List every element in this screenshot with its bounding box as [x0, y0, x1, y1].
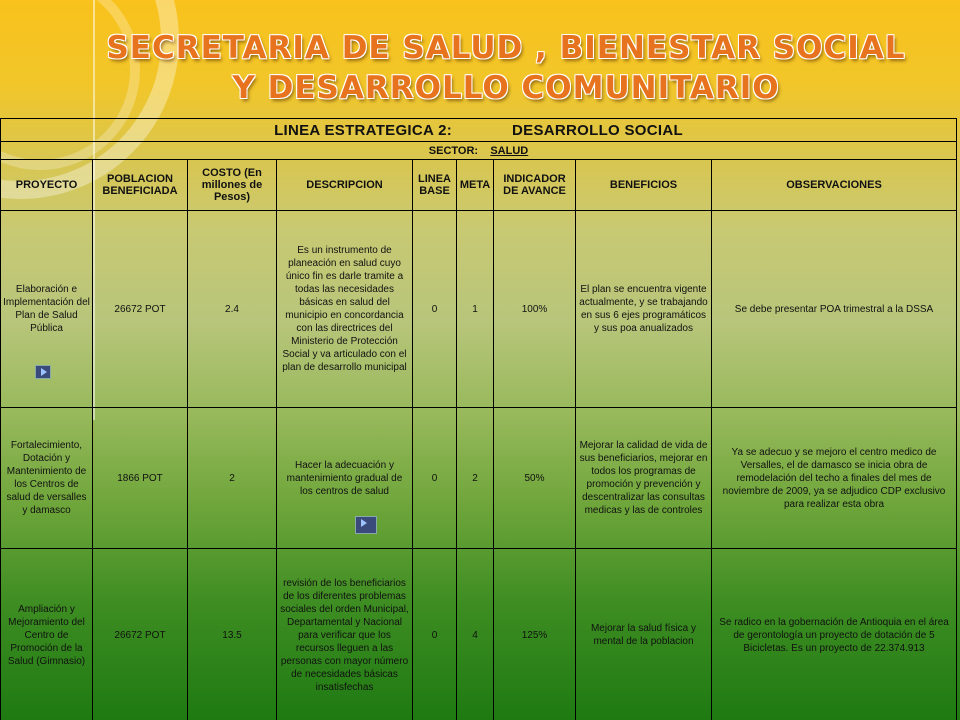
cell-indicador: 125% [494, 549, 576, 720]
cell-indicador: 50% [494, 408, 576, 549]
cell-meta: 1 [457, 211, 494, 408]
header-descripcion: DESCRIPCION [277, 160, 413, 211]
cell-beneficios: Mejorar la calidad de vida de sus beneficiarios, mejorar en todos los programas de promoción y prevención y descentralizar las consultas medicas y las de controles [576, 408, 712, 549]
cell-linea-base: 0 [413, 549, 457, 720]
cell-costo: 2.4 [188, 211, 277, 408]
strategic-line-row [1, 119, 957, 142]
header-indicador: INDICADOR DE AVANCE [494, 160, 576, 211]
header-observaciones: OBSERVACIONES [712, 160, 957, 211]
header-row [1, 160, 957, 211]
cell-descripcion: revisión de los beneficiarios de los diferentes problemas sociales del orden Municipal, Departamental y Nacional para verificar que los recursos lleguen a las personas con mayor número de necesidades básicas insatisfechas [277, 549, 413, 720]
header-linea-base: LINEA BASE [413, 160, 457, 211]
cell-observaciones: Ya se adecuo y se mejoro el centro medico de Versalles, el de damasco se inicia obra de remodelación del techo a finales del mes de noviembre de 2009, ya se adjudico CDP exclusivo para realizar esta obra [712, 408, 957, 549]
header-beneficios: BENEFICIOS [576, 160, 712, 211]
header-costo: COSTO (En millones de Pesos) [188, 160, 277, 211]
table-row [1, 408, 957, 549]
cell-descripcion: Es un instrumento de planeación en salud cuyo único fin es darle tramite a todas las necesidades básicas en salud del municipio en concordancia con las directrices del Ministerio de Protección Social y va articulado con el plan de desarrollo municipal [277, 211, 413, 408]
cell-observaciones: Se radico en la gobernación de Antioquia en el área de gerontología un proyecto de dotación de 5 Bicicletas. Es un proyecto de 22.374.913 [712, 549, 957, 720]
proyecto-text: Elaboración e Implementación del Plan de Salud Pública [3, 284, 90, 334]
cell-observaciones: Se debe presentar POA trimestral a la DSSA [712, 211, 957, 408]
cell-beneficios: Mejorar la salud física y mental de la poblacion [576, 549, 712, 720]
cell-linea-base: 0 [413, 211, 457, 408]
cell-proyecto [1, 211, 93, 408]
page-title [96, 28, 916, 108]
table-row [1, 549, 957, 720]
strategic-line-value: DESARROLLO SOCIAL [512, 121, 683, 139]
descripcion-text: Hacer la adecuación y mantenimiento gradual de los centros de salud [286, 459, 403, 497]
cell-proyecto: Ampliación y Mejoramiento del Centro de Promoción de la Salud (Gimnasio) [1, 549, 93, 720]
next-arrow-icon[interactable] [355, 516, 377, 534]
cell-poblacion: 26672 POT [93, 211, 188, 408]
cell-meta: 2 [457, 408, 494, 549]
cell-indicador: 100% [494, 211, 576, 408]
cell-proyecto: Fortalecimiento, Dotación y Mantenimiento de los Centros de salud de versalles y damasco [1, 408, 93, 549]
cell-costo: 2 [188, 408, 277, 549]
cell-beneficios: El plan se encuentra vigente actualmente, y se trabajando en sus 6 ejes programáticos y sus poa anualizados [576, 211, 712, 408]
header-proyecto: PROYECTO [1, 160, 93, 211]
table-row [1, 211, 957, 408]
title-line-2: Y DESARROLLO COMUNITARIO [232, 70, 780, 106]
header-meta: META [457, 160, 494, 211]
cell-descripcion [277, 408, 413, 549]
cell-poblacion: 26672 POT [93, 549, 188, 720]
header-poblacion: POBLACION BENEFICIADA [93, 160, 188, 211]
sector-value: SALUD [490, 144, 529, 157]
sector-label: SECTOR: [428, 144, 479, 157]
sector-row [1, 142, 957, 160]
projects-table [0, 118, 957, 720]
cell-poblacion: 1866 POT [93, 408, 188, 549]
next-arrow-icon[interactable] [35, 365, 51, 379]
cell-costo: 13.5 [188, 549, 277, 720]
cell-meta: 4 [457, 549, 494, 720]
title-line-1: SECRETARIA DE SALUD , BIENESTAR SOCIAL [106, 30, 906, 66]
cell-linea-base: 0 [413, 408, 457, 549]
strategic-line-label: LINEA ESTRATEGICA 2: [274, 121, 453, 139]
